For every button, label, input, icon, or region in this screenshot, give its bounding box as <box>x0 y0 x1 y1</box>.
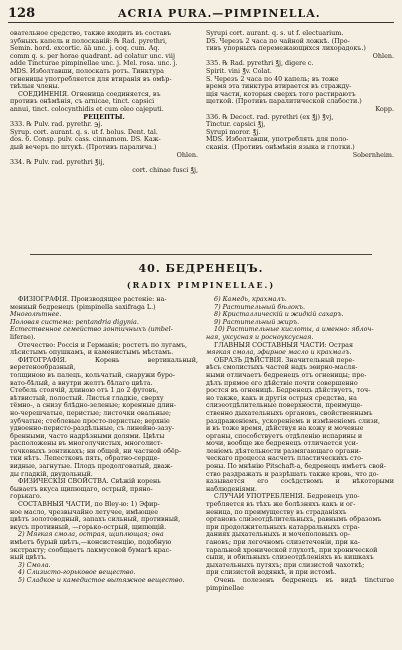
bottom-left-column <box>10 296 198 585</box>
text-line: экстракту; сообщаетъ лакмусовой бумагѣ крас- <box>10 545 172 554</box>
page-number: 128 <box>8 6 36 21</box>
recipe-line: Spirit. vini ℥v. Colat. <box>206 66 272 75</box>
section-heading: ФИЗИЧЕСКIЯ СВОЙСТВА. Свѣжiй корень <box>18 477 161 486</box>
text-line: вѣсъ смолистыхъ частей надъ эѳирно-масля- <box>206 363 358 372</box>
text-line: comm q. s. per horae quadrant. ad colatur unc. viij <box>10 51 175 60</box>
text-line: зубчатые; стеблевые просто-перистые; верхнiе <box>10 416 170 425</box>
text-line: мочи, вообще же бедренецъ отличается уси- <box>206 439 359 448</box>
text-line: ческаго процесса насчетъ пластическихъ сто- <box>206 454 364 463</box>
recipe-author: Ohlen. <box>372 51 394 60</box>
top-left-column <box>10 30 198 174</box>
text-line: противъ онѣмѣнiя, съ arnicae, tinct. capsici <box>10 97 155 106</box>
text-line: удвоенно-перисто-раздѣльные, съ линейно-зазу- <box>10 424 175 433</box>
text-line: 10) Растительные кислоты, а именно: яблоч- <box>214 325 374 334</box>
text-line: сыпи, и обильныхъ слизеотдѣленiяхъ въ кишкахъ <box>206 553 374 562</box>
text-line: органовъ слизеотдѣлительныхъ, равнымъ образомъ <box>206 515 382 524</box>
recipe-line: дый вечеръ по штукѣ. (Противъ паралича.) <box>10 142 157 151</box>
recipe-line: S. Черезъ 2 часа по 40 капель; въ тоже <box>206 74 339 83</box>
article-subtitle: (RADIX PIMPINELLAE.) <box>126 280 276 290</box>
text-line: ное масло, чрезвычайно летучее, имѣющее <box>10 507 159 516</box>
text-line: точковыхъ зонтикахъ; ни общей, ни частной обёр- <box>10 446 181 455</box>
text-line: но-черешчатые, перистые; листочки овальные; <box>10 408 172 417</box>
bottom-right-column <box>206 296 394 592</box>
text-line: MDS. Изболтавши, полоскать ротъ. Тинктура <box>10 66 164 75</box>
text-line: вкусъ противный, —горько-острый, щипющiй. <box>10 522 167 531</box>
article-title: 40. БЕДРЕНЕЦЪ. <box>138 262 264 275</box>
text-line: 3) Смола. <box>18 560 51 569</box>
text-line: Semin. hord. excortic. ää unc. j. coq. cum. Aq. <box>10 44 160 53</box>
text-line: овательное средство, также входить въ составъ <box>10 29 172 37</box>
text-line: Отечество: Россiя и Германiя; ростетъ по лугамъ, <box>18 340 188 349</box>
text-line: ный цвѣтъ. <box>10 553 47 562</box>
recipe-line: DS. Черезъ 2 часа по чайной ложкѣ. (Про- <box>206 36 350 45</box>
text-line: толщиною въ палецъ, кольчатый, снаружи буро- <box>10 370 175 379</box>
text-line: liferae). <box>10 332 36 341</box>
recipe-author: Ohlen. <box>176 150 198 159</box>
text-line: 8) Кристаллическiй и жидкiй сахаръ. <box>214 310 344 319</box>
text-line: ство раздражать и разрѣшать также кровь, что до- <box>206 469 379 478</box>
text-line: 2) Мягкая смола, острая, щиплющая; она <box>18 530 164 539</box>
text-line: слизеотдѣлительные поверхности, преимуще- <box>206 401 363 410</box>
section-heading: СОСТАВНЫЯ ЧАСТИ, по Bley-ю: 1) Эфир- <box>18 500 160 509</box>
text-line: ФИТОГРАФIЯ. Корень вертикальный, веретенообразный, <box>10 355 198 372</box>
recipe-line: Syrupi moror. ℥j. <box>206 127 261 136</box>
text-line: расположены въ многолучистых, многолист- <box>10 439 163 448</box>
text-line: цвѣтъ золотоводный, запахъ сильный, противный, <box>10 515 181 524</box>
recipe-line: 333. ℞ Pulv. rad. pyrethr. ℈j. <box>10 120 103 129</box>
text-line: менный бедренецъ (pimpinella saxifraga L.) <box>10 302 156 311</box>
text-line: казывается его сосѣдствомъ и нѣкоторыми наблюденiями. <box>206 477 394 493</box>
text-line: ды гладкiй, двудольный. <box>10 469 93 478</box>
text-line: гановъ; при легочномъ слизетеченiи, при ка- <box>206 538 360 546</box>
section-divider <box>30 254 372 255</box>
section-heading: СОЕДИНЕНIЯ. Огненица соединяется, въ <box>18 89 161 98</box>
text-line: дыхательныхъ путяхъ; при слизистой чахоткѣ; <box>206 560 365 569</box>
text-line: имѣетъ бурый цвѣтъ,—консистенцiю, подобную <box>10 538 172 546</box>
text-line: но также, какъ и другiя острыя средства, на <box>206 393 357 402</box>
text-line: требляется въ тѣхъ же болѣзняхъ какъ и ог- <box>206 500 356 509</box>
recipe-line: dos. 6. Consp. pulv. cass. cinnamom. DS. Каж- <box>10 135 161 144</box>
text-line: при слизистой водянкѣ, и при истомѣ. <box>206 568 337 577</box>
text-line: зубныхъ капель и полосканiй: ℞ Rad. pyrethri, <box>10 36 168 45</box>
text-line: тки нѣтъ. Лепестковъ пять, обратно-сердце- <box>10 454 160 463</box>
running-title: ACRIA PURA.—PIMPINELLA. <box>118 7 321 20</box>
section-heading: ОБРАЗЪ ДѢЙСТВIЯ. Значительный пере- <box>214 355 355 364</box>
recipe-line: щiя части, которыя сверхъ того растираютъ <box>206 89 356 98</box>
recipe-line: Tinctur. capsici ℥j, <box>206 120 266 129</box>
text-line: мягкая смола, эфирное масло и крахмалъ. <box>206 348 352 357</box>
recipe-line: сканiя. (Противъ онѣмѣнiя языка и глотки.) <box>206 142 355 151</box>
recipe-line: время эта тинктура втирается въ стражду- <box>206 82 352 91</box>
text-line: 5) Сладкое и камедистое вытяжное вещество. <box>18 575 185 584</box>
text-line: раздраженiемъ, ускоренiемъ и измѣненiемъ слизи, <box>206 416 381 425</box>
text-line: огненицы употребляется для втиранiя въ омѣр- <box>10 74 172 83</box>
text-line: твѣлыя члены. <box>10 82 60 91</box>
text-line: ленiемъ дѣятельности размягающаго органи- <box>206 446 362 455</box>
section-heading: ГЛАВНЫЯ СОСТАВНЫЯ ЧАСТИ: Острая <box>214 340 353 349</box>
text-line: бренными, часто надрѣзными долями. Цвѣты <box>10 431 165 440</box>
text-line: при продолжительныхъ катарральныхъ стра- <box>206 522 360 531</box>
text-line: и въ тоже время, дѣйствуя на кожу и мочевые <box>206 424 364 433</box>
text-line: Многолѣтнее. <box>10 310 62 319</box>
recipe-line: cort. chinae fusci ℥j, <box>132 165 198 174</box>
text-line: 7) Растительный бѣлокъ. <box>214 302 305 311</box>
recipe-line: Syrup. cort. aurant. q. s. ut f. bolus. Dent. tal. <box>10 127 158 136</box>
recipes-heading: РЕЦЕПТЫ. <box>83 112 125 121</box>
text-line: ФИЗIОГРАФIЯ. Производящее растенiе: на- <box>18 295 167 303</box>
text-line: ная, уксусная и росноуксусная. <box>206 332 314 341</box>
text-line: ственно дыхательныхъ органовъ, свойственнымъ <box>206 408 373 417</box>
section-heading: СЛУЧАИ УПОТРЕБЛЕНIЯ. Бедренецъ упо- <box>214 492 360 501</box>
text-line: даниях дыхательныхъ и мочеполовыхъ ор- <box>206 530 350 539</box>
text-line: дѣлъ прямое его дѣйствiе почти совершенно <box>206 378 358 387</box>
recipe-line: тивъ упорныхъ перемежающихся лихорадокъ.) <box>206 44 366 53</box>
recipe-author: Sobernheim. <box>352 150 394 159</box>
text-line: Стебель стоячiй, длиною отъ 1 до 2 футовъ, <box>10 386 159 395</box>
text-line: ростся въ огненицѣ. Бедренецъ дѣйствуетъ, точ- <box>206 386 371 395</box>
text-line: 9) Растительный жиръ. <box>214 317 300 326</box>
recipe-line: Syrupi cort. aurant. q. s. ut f. electuarium. <box>206 29 344 37</box>
text-line: 6) Камедь, крахмалъ. <box>214 295 287 303</box>
text-line: adde Tincturae pimpinellae unc. j. Mel. rosa. unc. j. <box>10 59 178 68</box>
text-line: лѣсистымъ опушкамъ, и каменистымъ мѣстамъ. <box>10 348 174 357</box>
text-line: Очень полезенъ бедренецъ въ видѣ tincturae pimpinellae <box>206 575 394 592</box>
page-header <box>8 6 394 23</box>
text-line: таральной хронической глухотѣ, при хронической <box>206 545 378 554</box>
recipe-line: 334. ℞ Pulv. rad. pyrethri ℥ij, <box>10 158 105 167</box>
text-line: тёмно-, а снизу блѣдно-зеленые; коренные длин- <box>10 401 177 410</box>
text-line: Естественное семейство зонтичныхъ (umbel- <box>10 325 173 334</box>
recipe-line: 335. ℞ Rad. pyrethri ℥j, digere c. <box>206 59 314 68</box>
top-right-column <box>206 30 394 159</box>
recipe-line: MDS. Изболтавши, употреблять для поло- <box>206 135 349 144</box>
recipe-line: щеткой. (Противъ паралитической слабости.) <box>206 97 362 106</box>
text-line: 4) Слизисто-горьковое вещество. <box>18 568 136 577</box>
text-line: горькаго. <box>10 492 42 501</box>
recipe-author: Kopp. <box>375 104 394 113</box>
text-line: бываетъ вкуса щипющаго, острый, пряно- <box>10 484 153 493</box>
text-line: Половая система: pentandria digynia. <box>10 317 139 326</box>
text-line: видные, загнутые. Плодъ продолговатый, дваж- <box>10 462 173 471</box>
text-line: annui, tinct. colocynthidis et cum oleo cajeputi. <box>10 104 164 113</box>
text-line: вѣтвистый, полостый. Листья гладкiе, сверху <box>10 393 164 402</box>
text-line: органы, способствуетъ отдѣленiю испарины и <box>206 431 363 440</box>
text-line: вато-бѣлый, а внутри желтъ бѣлаго цвѣта. <box>10 378 153 387</box>
recipe-line: 336. ℞ Decoct. rad. pyrethri (ex ℥j) ℥vj, <box>206 112 334 121</box>
text-line: ными отличаетъ бедренецъ отъ огненицы; пре- <box>206 370 367 379</box>
text-line: неница, по преимуществу въ страданiяхъ <box>206 507 347 516</box>
text-line: роны. По мнѣнiю Pitschaft-а, бедренецъ имѣетъ свой- <box>206 462 387 471</box>
